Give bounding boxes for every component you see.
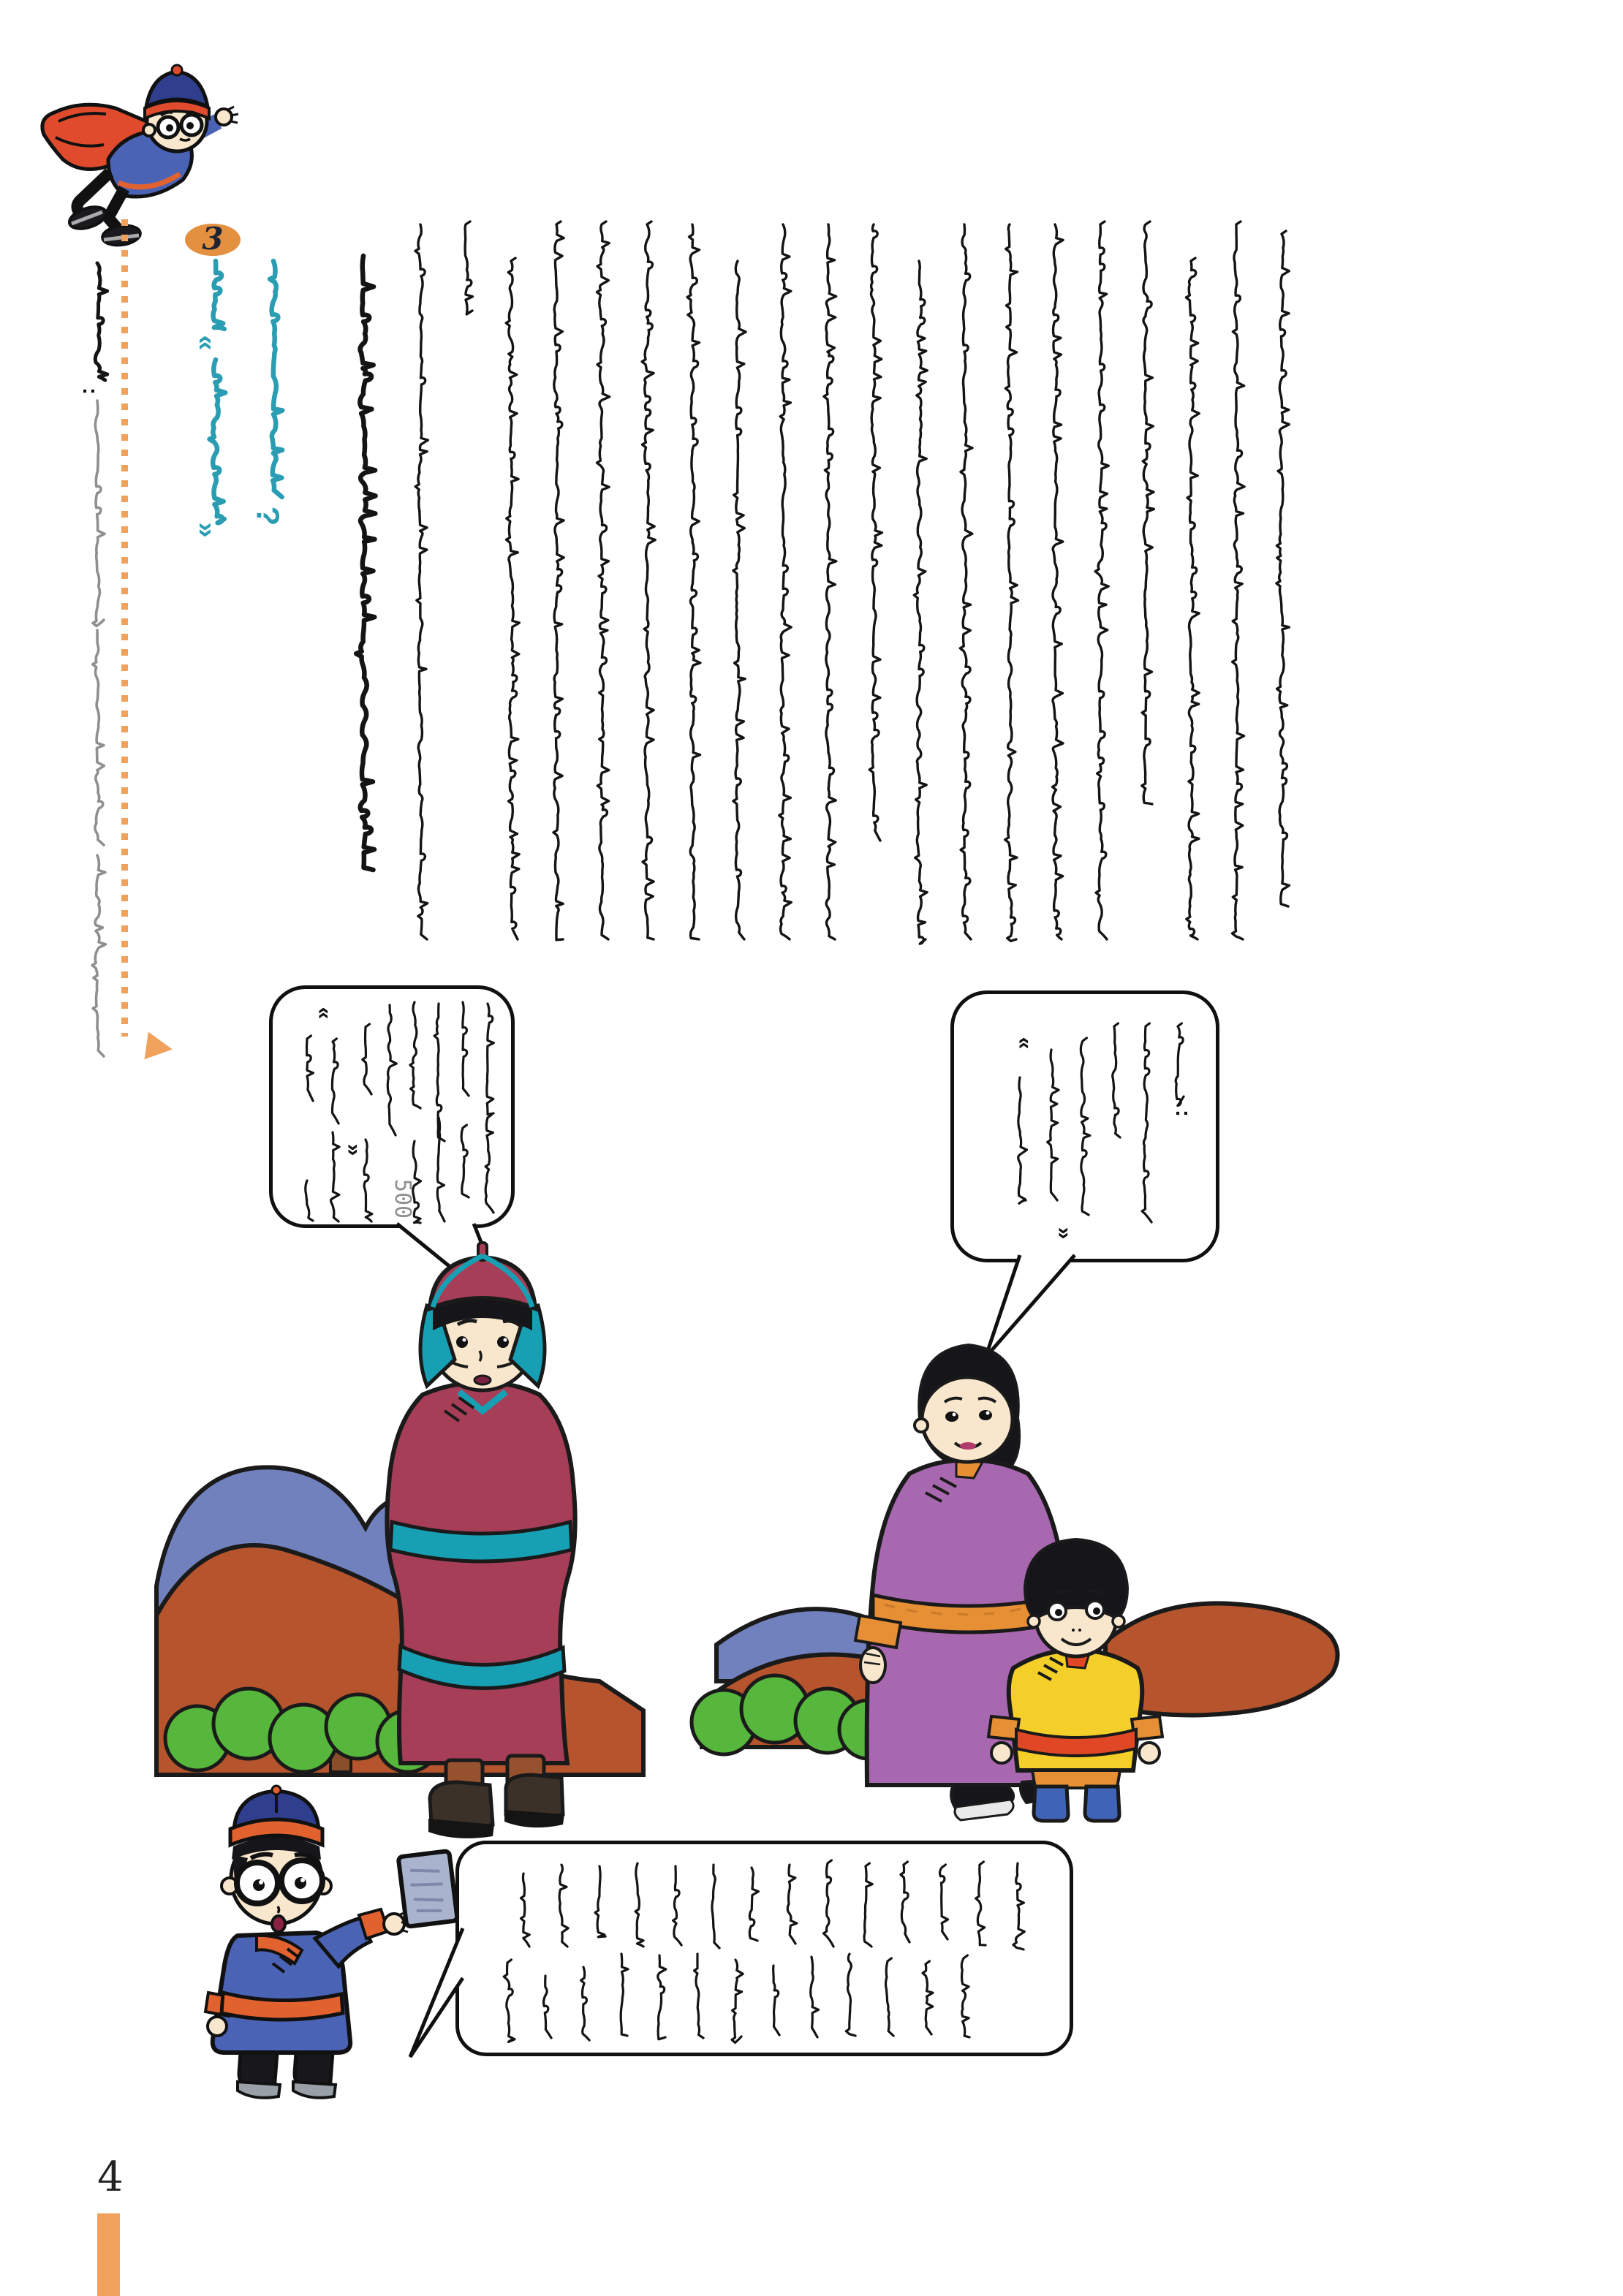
bubble-token: : — [1171, 1110, 1195, 1117]
bubble-script-column — [811, 1957, 819, 2037]
bubble-script-column — [331, 1132, 340, 1221]
reader-boy-head — [222, 1786, 331, 1932]
body-text-column — [914, 261, 927, 944]
bubble-script-column — [1176, 1023, 1184, 1106]
body-title-column — [356, 256, 375, 870]
body-text-column — [1142, 221, 1154, 804]
family-illustration — [132, 1235, 1389, 1849]
bubble-script-column — [1018, 1077, 1027, 1203]
bubble-token: « — [1013, 1037, 1037, 1050]
body-text-column — [415, 224, 428, 939]
bubble-token: » — [1052, 1227, 1077, 1240]
bubble-script-column — [521, 1873, 530, 1947]
body-text-column — [597, 221, 610, 939]
bubble-script-column — [581, 1967, 590, 2040]
bubble-script-column — [749, 1868, 758, 1941]
body-text-column — [553, 221, 564, 940]
reader-boy-mascot — [186, 1784, 472, 2131]
bubble-script-column — [673, 1866, 682, 1945]
father — [387, 1243, 575, 1838]
bubble-script-column — [621, 1954, 628, 2036]
heading-punctuation: » — [191, 522, 222, 538]
lesson-number: 3 — [202, 221, 224, 257]
body-text-column — [1053, 224, 1064, 939]
bubble-script-column — [823, 1860, 833, 1947]
bubble-script-column — [434, 1004, 444, 1141]
bubble-script-column — [940, 1865, 948, 1939]
bubble-script-column — [559, 1865, 568, 1947]
body-text-column — [1186, 258, 1199, 939]
bubble-token: » — [341, 1143, 366, 1156]
bubble-script-column — [461, 1125, 469, 1197]
heading-column — [270, 261, 282, 497]
bubble-script-column — [487, 1004, 494, 1115]
heading-column — [213, 261, 224, 329]
bubble-script-column — [732, 1960, 743, 2042]
body-text-column — [1005, 224, 1018, 941]
bubble-script-column — [387, 1005, 396, 1135]
speech-bubble-mother — [950, 990, 1219, 1262]
bubble-script-column — [306, 1181, 313, 1221]
body-text-column — [960, 224, 972, 939]
bubble-script-column — [846, 1954, 855, 2036]
bubble-script-column — [901, 1862, 909, 1942]
bubble-script-column — [787, 1865, 797, 1944]
body-text-column — [687, 224, 700, 939]
bubble-script-column — [1048, 1050, 1059, 1200]
body-text-column — [506, 258, 519, 939]
bubble-script-column — [1113, 1023, 1120, 1137]
speech-bubble-father — [269, 985, 515, 1228]
heading-punctuation: « — [191, 335, 222, 351]
sidebar-unit-sublabel — [92, 855, 105, 1056]
body-text-column — [824, 224, 836, 939]
bubble-script-column — [695, 1954, 704, 2038]
reading-card — [398, 1851, 458, 1927]
bubble-script-column — [463, 1002, 469, 1096]
sidebar-unit-label — [95, 263, 107, 380]
bubble-script-column — [363, 1024, 371, 1094]
speech-bubble-reader-boy — [455, 1841, 1073, 2056]
bubble-script-column — [773, 1966, 779, 2035]
body-text-column — [1276, 231, 1289, 906]
footer-accent-bar — [97, 2213, 120, 2296]
bubble-script-column — [306, 1036, 313, 1101]
bubble-script-column — [1013, 1863, 1024, 1950]
bubble-token: « — [312, 1007, 337, 1020]
body-text-column — [869, 224, 882, 841]
bubble-script-column — [712, 1865, 719, 1948]
body-text-column — [779, 224, 792, 939]
page-number: 4 — [97, 2153, 124, 2201]
bubble-script-column — [410, 1002, 420, 1108]
sidebar-unit-sublabel — [93, 401, 105, 626]
bubble-script-column — [923, 1961, 933, 2034]
bubble-script-column — [864, 1863, 872, 1947]
bubble-script-column — [485, 1115, 493, 1213]
sidebar-unit-sublabel — [93, 630, 105, 845]
bubble-script-column — [544, 1976, 552, 2038]
bubble-script-column — [437, 1118, 444, 1221]
body-text-column — [642, 221, 655, 939]
bubble-script-column — [332, 1039, 338, 1124]
bubble-script-column — [1142, 1023, 1151, 1222]
heading-column — [210, 360, 226, 523]
sidebar-colon: : — [78, 387, 102, 395]
bubble-script-column — [595, 1866, 605, 1937]
body-text-column — [1095, 221, 1108, 939]
body-text-column — [465, 221, 472, 314]
bubble-script-column — [504, 1960, 515, 2042]
body-text-column — [733, 261, 746, 939]
bubble-script-column — [1081, 1038, 1090, 1215]
body-text-column — [1233, 221, 1245, 939]
bubble-script-column — [961, 1955, 969, 2037]
bubble-script-column — [976, 1862, 985, 1945]
bubble-token: 500 — [390, 1178, 416, 1219]
bubble-script-column — [658, 1955, 666, 2039]
bubble-script-column — [635, 1863, 643, 1947]
bubble-script-column — [885, 1958, 893, 2036]
heading-punctuation: ? — [249, 506, 286, 526]
